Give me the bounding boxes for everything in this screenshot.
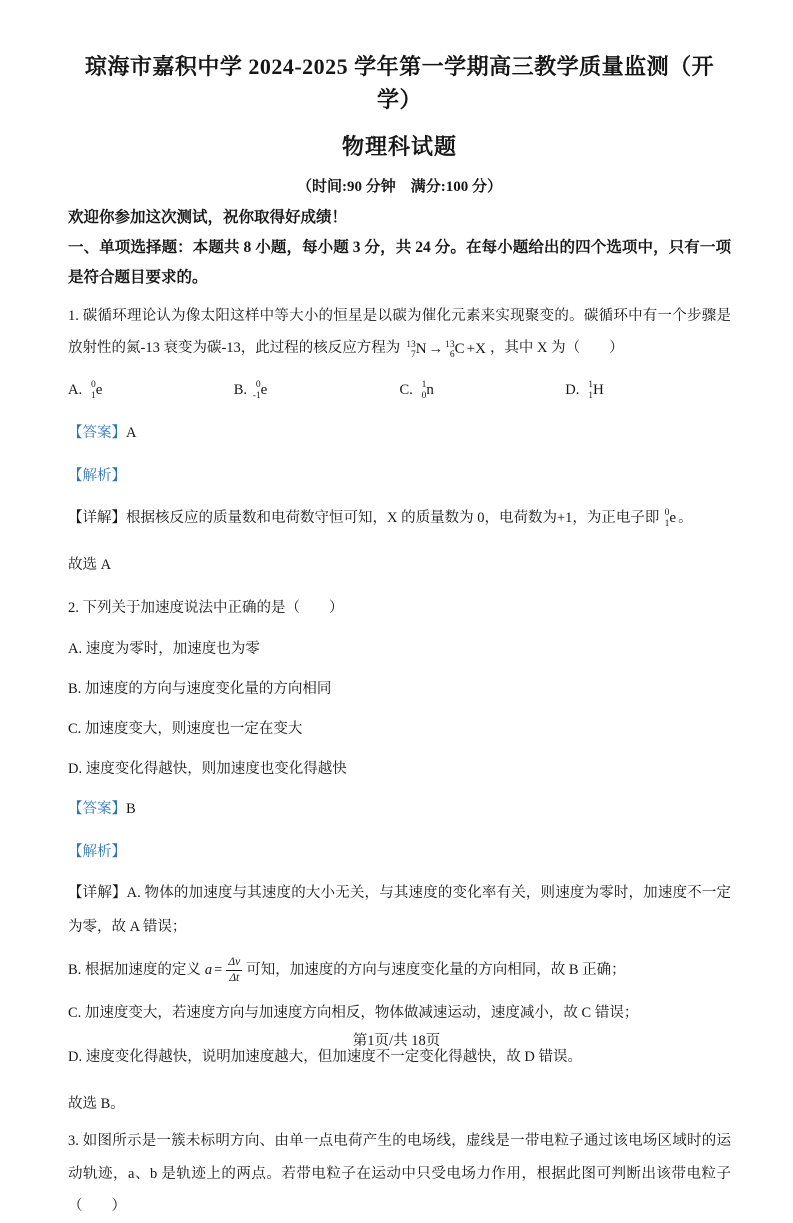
answer-value: B (126, 801, 136, 818)
question-1-answer (68, 419, 731, 448)
nuclear-reaction-formula (404, 333, 486, 367)
question-2-detail-a (68, 877, 731, 944)
reaction-arrow: → (428, 341, 444, 358)
mass-number: 0 (664, 508, 670, 519)
particle-symbol: e (95, 381, 103, 398)
question-3-stem: 3. 如图所示是一簇未标明方向、由单一点电荷产生的电场线，虚线是一带电粒子通过该电场区域时的运动轨迹，a、b 是轨迹上的两点。若带电粒子在运动中只受电场力作用，根据此图可判断出该带电粒子（ ） (68, 1133, 731, 1215)
question-1-conclusion: 故选 A (68, 557, 112, 574)
charge-number: 0 (421, 391, 427, 402)
detail-tail: 。 (678, 509, 693, 526)
charge-number: -1 (252, 391, 261, 402)
answer-value: A (126, 424, 137, 441)
mass-number: 0 (255, 380, 261, 391)
nuclide-carbon-13 (445, 333, 465, 367)
question-1-stem-text: 1. 碳循环理论认为像太阳这样中等大小的恒星是以碳为催化元素来实现聚变的。碳循环中有一个步骤是放射性的氮-13 衰变为碳-13，此过程的核反应方程为 (68, 307, 731, 357)
acceleration-definition-fraction (226, 956, 242, 985)
particle-symbol: e (669, 509, 677, 526)
charge-number: 1 (90, 391, 96, 402)
welcome-message: 欢迎你参加这次测试，祝你取得好成绩！ (68, 208, 348, 226)
question-2-answer (68, 795, 731, 824)
analysis-tag: 【解析】 (68, 467, 126, 484)
atomic-number: 6 (449, 350, 455, 361)
option-d (565, 375, 731, 405)
question-1-detail (68, 501, 731, 536)
atomic-number: 7 (411, 350, 416, 361)
answer-tag: 【答案】 (68, 801, 126, 818)
question-2-detail-c: C. 加速度变大，若速度方向与加速度方向相反，物体做减速运动，速度减小，故 C 错误； (68, 1005, 639, 1022)
option-b (234, 375, 400, 405)
particle-symbol: n (426, 381, 434, 398)
option-c (400, 375, 566, 405)
exam-time-score: （时间:90 分钟 满分:100 分） (297, 178, 502, 195)
detail-tag: 【详解】 (68, 885, 127, 902)
question-2-detail-b (68, 954, 731, 987)
nuclide-positron (88, 375, 103, 405)
option-label: B. (233, 381, 248, 398)
charge-number: 1 (664, 519, 670, 530)
charge-number: 1 (588, 391, 593, 402)
analysis-tag: 【解析】 (68, 844, 126, 861)
mass-number: 0 (90, 380, 96, 391)
fraction-denominator: Δt (229, 972, 240, 985)
nuclide-electron (253, 375, 268, 405)
detail-text: A. 物体的加速度与其速度的大小无关，与其速度的变化率有关，则速度为零时，加速度不一定为零，故 A 错误； (68, 885, 732, 935)
particle-symbol: H (592, 381, 604, 398)
section-header: 一、单项选择题：本题共 8 小题，每小题 3 分，共 24 分。在每小题给出的四个选项中，只有一项是符合题目要求的。 (68, 239, 731, 287)
formula-equals: = (214, 962, 223, 979)
option-label: D. (565, 381, 580, 398)
mass-number: 1 (421, 380, 427, 391)
particle-symbol: e (260, 381, 268, 398)
question-1-stem-tail: ，其中 X 为（ ） (489, 340, 624, 357)
mass-number: 13 (406, 339, 416, 350)
question-2-conclusion: 故选 B。 (68, 1096, 125, 1113)
exam-title: 琼海市嘉积中学 2024-2025 学年第一学期高三教学质量监测（开学） (84, 54, 715, 112)
detail-text-tail: 可知，加速度的方向与速度变化量的方向相同，故 B 正确； (246, 962, 626, 979)
question-2-option-b: B. 加速度的方向与速度变化量的方向相同 (68, 680, 332, 697)
nuclide-proton (585, 375, 604, 405)
question-1-stem (68, 300, 731, 367)
exam-subtitle: 物理科试题 (341, 134, 457, 159)
nuclide-nitrogen-13 (406, 333, 426, 367)
element-symbol: C (454, 341, 465, 358)
page-number-footer: 第1页/共 18页 (352, 1033, 441, 1049)
detail-text: B. 根据加速度的定义 (68, 962, 201, 979)
question-1-options (68, 375, 731, 405)
question-2-analysis (68, 838, 731, 867)
question-1-analysis (68, 462, 731, 491)
nuclide-positron (661, 501, 676, 536)
fraction-numerator: Δv (226, 956, 242, 971)
option-a (68, 375, 234, 405)
answer-tag: 【答案】 (68, 424, 126, 441)
nuclide-neutron (418, 375, 434, 405)
mass-number: 1 (588, 380, 593, 391)
option-label: A. (68, 381, 83, 398)
question-2-option-d: D. 速度变化得越快，则加速度也变化得越快 (68, 761, 347, 778)
mass-number: 13 (445, 339, 455, 350)
question-2-option-a: A. 速度为零时，加速度也为零 (68, 640, 260, 657)
element-symbol: N (415, 341, 427, 358)
detail-text: 根据核反应的质量数和电荷数守恒可知，X 的质量数为 0，电荷数为+1，为正电子即 (126, 509, 660, 526)
detail-tag: 【详解】 (68, 509, 126, 526)
question-2-option-c: C. 加速度变大，则速度也一定在变大 (68, 721, 303, 738)
reaction-tail: +X (466, 341, 486, 358)
formula-lhs: a (204, 962, 213, 979)
option-label: C. (399, 381, 413, 398)
question-2-detail-d: D. 速度变化得越快，说明加速度越大，但加速度不一定变化得越快，故 D 错误。 (68, 1048, 582, 1065)
question-2-stem: 2. 下列关于加速度说法中正确的是（ ） (68, 600, 344, 617)
